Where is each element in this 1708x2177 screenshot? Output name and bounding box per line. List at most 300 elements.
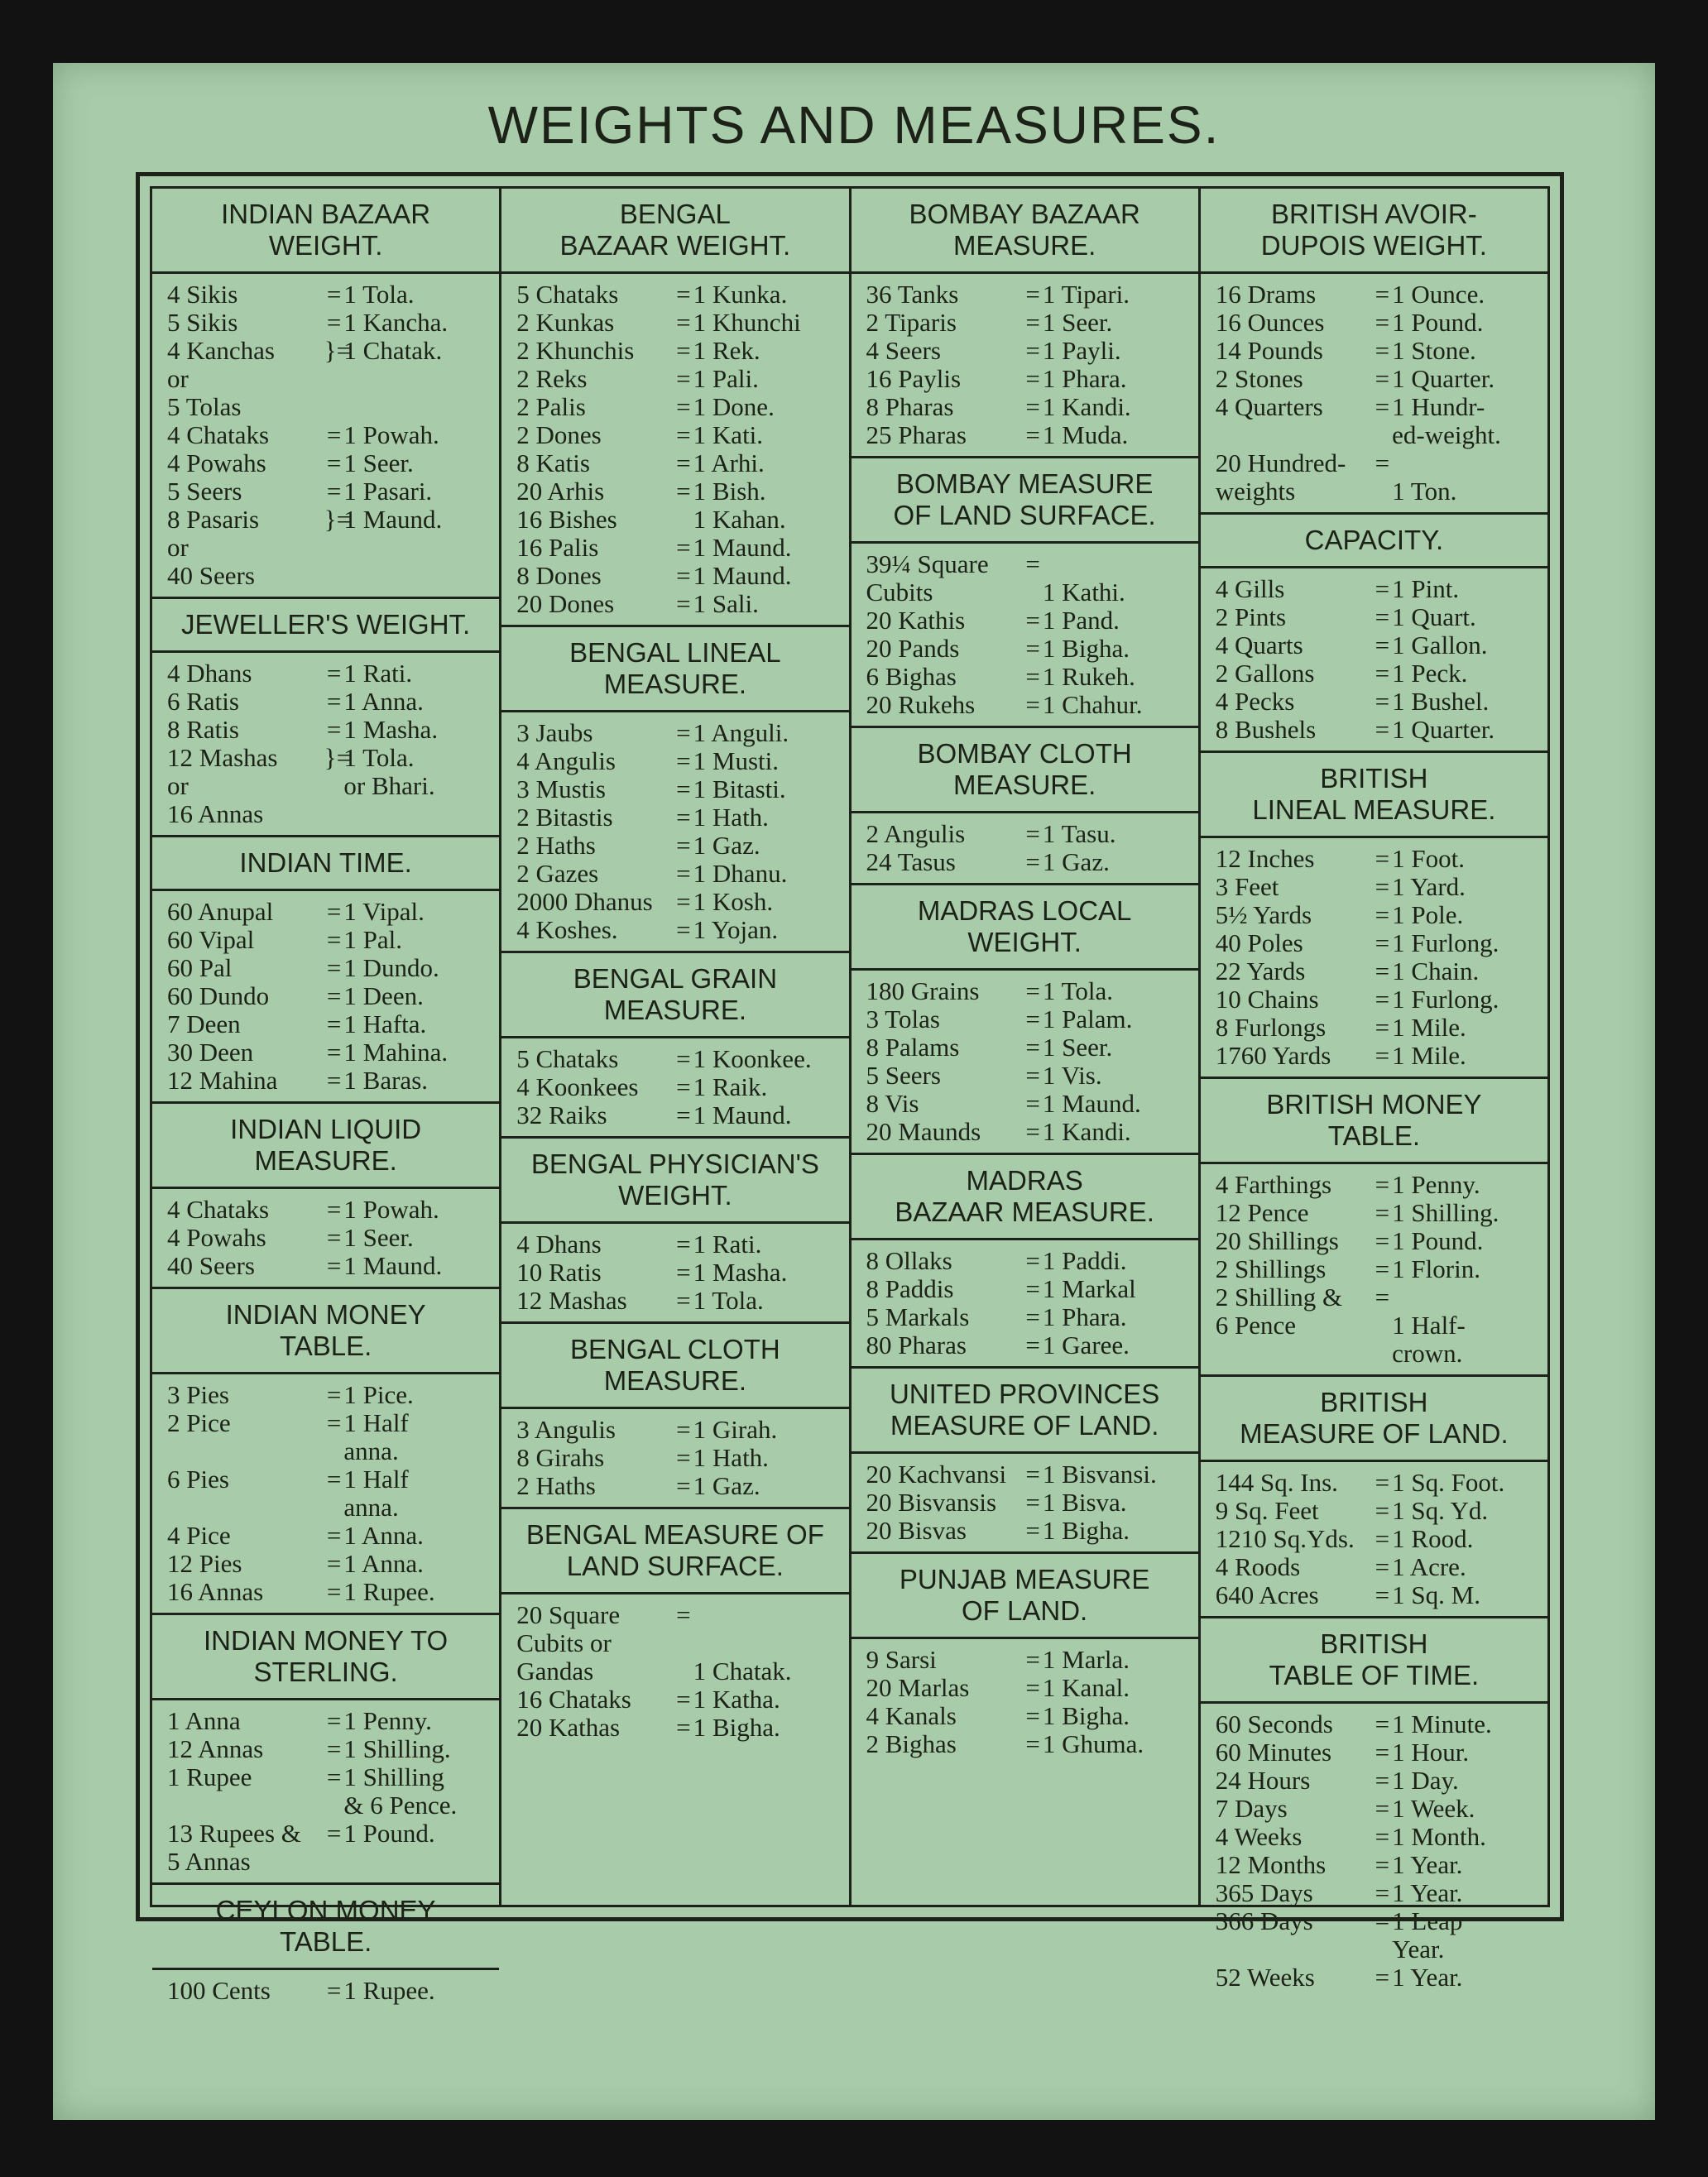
conversion-row bbox=[516, 888, 843, 916]
unit-quantity: 2 Haths bbox=[516, 1471, 596, 1500]
equals-sign: = bbox=[676, 859, 691, 888]
unit-equivalent: 1 Shilling & 6 Pence. bbox=[343, 1762, 458, 1820]
unit-equivalent: 1 Furlong. bbox=[1392, 985, 1499, 1014]
conversion-row bbox=[866, 1062, 1193, 1090]
conversion-row bbox=[516, 337, 843, 365]
conversion-row bbox=[1216, 1469, 1542, 1497]
unit-equivalent: 1 Hath. bbox=[693, 1443, 769, 1472]
unit-quantity: 2000 Dhanus bbox=[516, 887, 653, 916]
conversion-list bbox=[501, 274, 848, 625]
conversion-list bbox=[501, 1409, 848, 1507]
unit-equivalent: 1 Seer. bbox=[1042, 308, 1113, 337]
unit-quantity: 4 Quarts bbox=[1215, 631, 1303, 659]
unit-quantity: 2 Haths bbox=[516, 831, 596, 860]
equals-sign: = bbox=[1375, 1963, 1390, 1992]
conversion-list bbox=[1201, 274, 1547, 512]
equals-sign: = bbox=[676, 1072, 691, 1101]
unit-quantity: 3 Pies bbox=[167, 1380, 229, 1409]
equals-sign: = bbox=[1025, 1516, 1040, 1545]
unit-quantity: 2 Khunchis bbox=[516, 336, 635, 365]
conversion-list bbox=[852, 813, 1198, 883]
conversion-row bbox=[1216, 1283, 1542, 1368]
conversion-row bbox=[167, 1977, 494, 2005]
unit-quantity: 24 Hours bbox=[1215, 1766, 1311, 1795]
unit-quantity: 144 Sq. Ins. bbox=[1215, 1468, 1338, 1497]
section-heading: CAPACITY. bbox=[1201, 515, 1547, 568]
unit-quantity: 3 Tolas bbox=[866, 1005, 940, 1033]
unit-quantity: 40 Poles bbox=[1215, 928, 1303, 957]
equals-sign bbox=[674, 506, 693, 534]
unit-quantity: 3 Feet bbox=[1215, 872, 1279, 901]
unit-equivalent: 1 Bigha. bbox=[693, 1713, 780, 1742]
conversion-row bbox=[516, 719, 843, 747]
table-frame bbox=[136, 172, 1564, 2005]
conversion-list bbox=[1201, 568, 1547, 750]
equals-sign: = bbox=[1025, 1302, 1040, 1331]
unit-quantity: 2 Pice bbox=[167, 1408, 231, 1437]
unit-quantity: 8 Paddis bbox=[866, 1274, 954, 1303]
conversion-list bbox=[501, 1038, 848, 1136]
equals-sign: = bbox=[326, 1976, 342, 2005]
unit-quantity: 20 Bisvas bbox=[866, 1516, 967, 1545]
equals-sign: = bbox=[326, 280, 342, 309]
conversion-row bbox=[866, 607, 1193, 635]
unit-equivalent: 1 Florin. bbox=[1392, 1254, 1480, 1283]
unit-quantity: 6 Pies bbox=[167, 1465, 229, 1494]
unit-equivalent: 1 Phara. bbox=[1042, 1302, 1127, 1331]
conversion-row bbox=[1216, 631, 1542, 659]
unit-equivalent: 1 Hath. bbox=[693, 803, 769, 832]
equals-sign: = bbox=[1025, 1729, 1040, 1758]
unit-equivalent: 1 Chatak. bbox=[693, 1657, 792, 1685]
equals-sign: = bbox=[1375, 1822, 1390, 1851]
conversion-row bbox=[866, 1247, 1193, 1275]
unit-quantity: 4 Seers bbox=[866, 336, 941, 365]
unit-equivalent: 1 Tola. bbox=[343, 280, 415, 309]
conversion-list bbox=[852, 971, 1198, 1153]
conversion-row bbox=[866, 1489, 1193, 1517]
equals-sign: = bbox=[676, 887, 691, 916]
conversion-list bbox=[1201, 1704, 1547, 1998]
measure-section bbox=[152, 189, 499, 597]
conversion-row bbox=[1216, 1042, 1542, 1070]
conversion-row bbox=[516, 1073, 843, 1101]
equals-sign: = bbox=[1375, 1850, 1390, 1879]
equals-sign: = bbox=[1375, 687, 1390, 716]
conversion-row bbox=[516, 449, 843, 477]
equals-sign: = bbox=[676, 746, 691, 775]
measure-section bbox=[152, 835, 499, 1101]
unit-quantity: 4 Farthings bbox=[1215, 1170, 1332, 1199]
unit-equivalent: 1 Paddi. bbox=[1042, 1246, 1127, 1275]
equals-sign: = bbox=[1375, 715, 1390, 744]
unit-equivalent: 1 Rood. bbox=[1392, 1524, 1474, 1553]
unit-equivalent: 1 Shilling. bbox=[1392, 1198, 1499, 1227]
conversion-row bbox=[1216, 985, 1542, 1014]
unit-quantity: 30 Deen bbox=[167, 1038, 254, 1067]
equals-sign: = bbox=[676, 420, 691, 449]
unit-quantity: 6 Ratis bbox=[167, 687, 239, 716]
unit-quantity: 14 Pounds bbox=[1215, 336, 1323, 365]
conversion-row bbox=[1216, 309, 1542, 337]
conversion-row bbox=[866, 1702, 1193, 1730]
equals-sign: = bbox=[676, 392, 691, 421]
unit-quantity: 60 Vipal bbox=[167, 925, 255, 954]
conversion-row bbox=[866, 820, 1193, 848]
equals-sign: = bbox=[326, 420, 342, 449]
unit-quantity: 365 Days bbox=[1215, 1878, 1313, 1907]
conversion-row bbox=[866, 1730, 1193, 1758]
equals-sign: = bbox=[1025, 1005, 1040, 1033]
conversion-list bbox=[852, 1639, 1198, 1765]
unit-equivalent: 1 Powah. bbox=[343, 1195, 439, 1224]
measure-section bbox=[1201, 512, 1547, 750]
unit-quantity: 2 Bighas bbox=[866, 1729, 957, 1758]
unit-equivalent: 1 Girah. bbox=[693, 1415, 778, 1444]
conversion-row bbox=[516, 309, 843, 337]
unit-quantity: 2 Bitastis bbox=[516, 803, 613, 832]
conversion-list bbox=[501, 1224, 848, 1321]
equals-sign: = bbox=[676, 533, 691, 562]
conversion-row bbox=[167, 744, 494, 828]
unit-equivalent: 1 Half anna. bbox=[343, 1408, 409, 1465]
equals-sign: = bbox=[1375, 280, 1390, 309]
measure-section bbox=[852, 883, 1198, 1153]
conversion-row bbox=[1216, 1199, 1542, 1227]
conversion-row bbox=[516, 534, 843, 562]
conversion-row bbox=[516, 1444, 843, 1472]
unit-quantity: 8 Pharas bbox=[866, 392, 954, 421]
unit-equivalent: 1 Ounce. bbox=[1392, 280, 1485, 309]
conversion-row bbox=[167, 1465, 494, 1522]
unit-equivalent: 1 Rek. bbox=[693, 336, 760, 365]
unit-equivalent: 1 Bish. bbox=[693, 477, 766, 506]
unit-quantity: 8 Katis bbox=[516, 448, 590, 477]
equals-sign: = bbox=[1025, 1460, 1040, 1489]
unit-equivalent: 1 Palam. bbox=[1042, 1005, 1133, 1033]
section-heading: BENGAL PHYSICIAN'S WEIGHT. bbox=[501, 1139, 848, 1224]
unit-quantity: 4 Koshes. bbox=[516, 915, 618, 944]
table-column bbox=[1201, 189, 1547, 1992]
equals-sign: = bbox=[1025, 1274, 1040, 1303]
conversion-row bbox=[516, 860, 843, 888]
unit-equivalent: 1 Kancha. bbox=[343, 308, 449, 337]
equals-sign: = bbox=[1375, 1496, 1390, 1525]
equals-sign: = bbox=[1025, 1645, 1040, 1674]
unit-equivalent: 1 Masha. bbox=[343, 715, 439, 744]
unit-equivalent: 1 Foot. bbox=[1392, 844, 1466, 873]
equals-sign: = bbox=[1375, 1170, 1390, 1199]
unit-equivalent: 1 Rukeh. bbox=[1042, 662, 1135, 691]
equals-sign: = bbox=[1375, 1283, 1390, 1311]
conversion-row bbox=[1216, 1964, 1542, 1992]
equals-sign: = bbox=[1025, 308, 1040, 337]
unit-quantity: 2 Gazes bbox=[516, 859, 599, 888]
equals-sign: = bbox=[676, 1286, 691, 1315]
conversion-row bbox=[516, 590, 843, 618]
equals-sign: = bbox=[1375, 1254, 1390, 1283]
equals-sign: = bbox=[676, 561, 691, 590]
conversion-row bbox=[1216, 1227, 1542, 1255]
unit-equivalent: 1 Pole. bbox=[1392, 900, 1464, 929]
section-heading: BRITISH MONEY TABLE. bbox=[1201, 1079, 1547, 1164]
unit-quantity: 20 Kathis bbox=[866, 606, 966, 635]
unit-equivalent: 1 Vipal. bbox=[343, 897, 425, 926]
unit-quantity: 3 Mustis bbox=[516, 774, 606, 803]
unit-equivalent: 1 Baras. bbox=[343, 1066, 429, 1095]
unit-quantity: 20 Arhis bbox=[516, 477, 605, 506]
table-column bbox=[852, 189, 1201, 1905]
conversion-row bbox=[866, 393, 1193, 421]
equals-sign: = bbox=[1025, 976, 1040, 1005]
unit-quantity: 5½ Yards bbox=[1215, 900, 1312, 929]
equals-sign: = bbox=[326, 1223, 342, 1252]
equals-sign: = bbox=[1025, 1089, 1040, 1118]
unit-quantity: 7 Days bbox=[1215, 1794, 1288, 1823]
equals-sign: = bbox=[676, 1044, 691, 1073]
equals-sign: = bbox=[1375, 1013, 1390, 1042]
unit-equivalent: 1 Bigha. bbox=[1042, 1516, 1130, 1545]
equals-sign: = bbox=[1025, 634, 1040, 663]
unit-equivalent: 1 Week. bbox=[1392, 1794, 1475, 1823]
unit-quantity: 22 Yards bbox=[1215, 957, 1306, 985]
unit-quantity: 52 Weeks bbox=[1215, 1963, 1315, 1992]
unit-quantity: 20 Shillings bbox=[1215, 1226, 1339, 1255]
conversion-row bbox=[866, 550, 1193, 607]
unit-quantity: 20 Dones bbox=[516, 589, 615, 618]
unit-quantity: 36 Tanks bbox=[866, 280, 959, 309]
unit-equivalent: 1 Maund. bbox=[693, 533, 792, 562]
unit-equivalent: 1 Koonkee. bbox=[693, 1044, 812, 1073]
conversion-row bbox=[866, 1674, 1193, 1702]
unit-quantity: 5 Seers bbox=[167, 477, 242, 506]
unit-equivalent: 1 Maund. bbox=[343, 1251, 443, 1280]
unit-quantity: 39¼ Square Cubits bbox=[866, 549, 989, 607]
conversion-row bbox=[1216, 1553, 1542, 1581]
unit-equivalent: 1 Sq. Foot. bbox=[1392, 1468, 1505, 1497]
unit-quantity: 80 Pharas bbox=[866, 1331, 967, 1359]
unit-quantity: 4 Weeks bbox=[1215, 1822, 1303, 1851]
unit-quantity: 4 Quarters bbox=[1215, 392, 1323, 421]
unit-equivalent: 1 Shilling. bbox=[343, 1734, 451, 1763]
unit-equivalent: 1 Pali. bbox=[693, 364, 759, 393]
equals-sign: = bbox=[326, 308, 342, 337]
conversion-list bbox=[152, 653, 499, 835]
unit-equivalent: 1 Rati. bbox=[693, 1230, 762, 1259]
measure-section bbox=[852, 726, 1198, 883]
equals-sign: = bbox=[326, 1380, 342, 1409]
section-heading: PUNJAB MEASURE OF LAND. bbox=[852, 1554, 1198, 1639]
unit-quantity: 9 Sarsi bbox=[866, 1645, 937, 1674]
section-heading: BENGAL BAZAAR WEIGHT. bbox=[501, 189, 848, 274]
conversion-list bbox=[152, 1374, 499, 1613]
equals-sign: = bbox=[676, 1415, 691, 1444]
unit-equivalent: 1 Mile. bbox=[1392, 1013, 1466, 1042]
unit-equivalent: 1 Kandi. bbox=[1042, 392, 1131, 421]
equals-sign: = bbox=[326, 1465, 342, 1494]
unit-equivalent: 1 Sq. M. bbox=[1392, 1580, 1480, 1609]
conversion-row bbox=[1216, 688, 1542, 716]
section-heading: BENGAL CLOTH MEASURE. bbox=[501, 1324, 848, 1409]
unit-equivalent: 1 Pint. bbox=[1392, 574, 1460, 603]
measure-section bbox=[152, 597, 499, 835]
equals-sign: = bbox=[676, 915, 691, 944]
unit-quantity: 4 Gills bbox=[1215, 574, 1285, 603]
conversion-row bbox=[1216, 1710, 1542, 1738]
unit-equivalent: 1 Bisva. bbox=[1042, 1488, 1127, 1517]
unit-quantity: 8 Girahs bbox=[516, 1443, 605, 1472]
section-heading: MADRAS LOCAL WEIGHT. bbox=[852, 885, 1198, 971]
unit-equivalent: 1 Payli. bbox=[1042, 336, 1121, 365]
conversion-row bbox=[516, 365, 843, 393]
equals-sign: = bbox=[676, 1471, 691, 1500]
conversion-row bbox=[516, 1230, 843, 1259]
unit-equivalent: 1 Hafta. bbox=[343, 1009, 427, 1038]
equals-sign: = bbox=[1375, 1580, 1390, 1609]
unit-quantity: 20 Hundred- weights bbox=[1215, 448, 1346, 506]
conversion-row bbox=[167, 1735, 494, 1763]
unit-quantity: 8 Furlongs bbox=[1215, 1013, 1327, 1042]
equals-sign: = bbox=[326, 1408, 342, 1437]
conversion-row bbox=[866, 1460, 1193, 1489]
unit-equivalent: 1 Gaz. bbox=[693, 1471, 760, 1500]
conversion-row bbox=[1216, 659, 1542, 688]
unit-quantity: 60 Dundo bbox=[167, 981, 270, 1010]
conversion-row bbox=[167, 659, 494, 688]
equals-sign: = bbox=[1025, 662, 1040, 691]
unit-equivalent: 1 Minute. bbox=[1392, 1709, 1492, 1738]
conversion-row bbox=[167, 1196, 494, 1224]
equals-sign: }= bbox=[324, 336, 352, 365]
unit-quantity: 4 Dhans bbox=[516, 1230, 602, 1259]
conversion-list bbox=[152, 891, 499, 1101]
conversion-row bbox=[1216, 901, 1542, 929]
equals-sign: = bbox=[676, 336, 691, 365]
conversion-row bbox=[866, 1118, 1193, 1146]
equals-sign: = bbox=[1375, 448, 1390, 477]
equals-sign: = bbox=[326, 1066, 342, 1095]
conversion-row bbox=[866, 421, 1193, 449]
measure-section bbox=[1201, 189, 1547, 512]
unit-quantity: 20 Kachvansi bbox=[866, 1460, 1007, 1489]
table-column bbox=[501, 189, 851, 1905]
conversion-row bbox=[866, 365, 1193, 393]
equals-sign: = bbox=[1025, 336, 1040, 365]
measure-section bbox=[852, 1153, 1198, 1366]
unit-quantity: 4 Pecks bbox=[1215, 687, 1295, 716]
equals-sign: = bbox=[1375, 336, 1390, 365]
unit-equivalent: 1 Raik. bbox=[693, 1072, 768, 1101]
unit-equivalent: 1 Tola. bbox=[1042, 976, 1114, 1005]
conversion-row bbox=[167, 1067, 494, 1095]
unit-quantity: 2 Pints bbox=[1215, 602, 1287, 631]
conversion-row bbox=[167, 309, 494, 337]
conversion-row bbox=[516, 281, 843, 309]
unit-equivalent: 1 Anna. bbox=[343, 1549, 424, 1578]
measure-section bbox=[1201, 1616, 1547, 1998]
unit-equivalent: 1 Stone. bbox=[1392, 336, 1476, 365]
conversion-row bbox=[866, 1646, 1193, 1674]
unit-quantity: 5 Chataks bbox=[516, 1044, 619, 1073]
unit-quantity: 10 Ratis bbox=[516, 1258, 602, 1287]
measure-section bbox=[501, 951, 848, 1136]
equals-sign: = bbox=[1025, 606, 1040, 635]
unit-equivalent: 1 Pound. bbox=[1392, 308, 1484, 337]
section-heading: INDIAN TIME. bbox=[152, 837, 499, 891]
unit-quantity: 24 Tasus bbox=[866, 847, 956, 876]
measure-section bbox=[852, 1551, 1198, 1905]
equals-sign: = bbox=[1025, 420, 1040, 449]
conversion-row bbox=[1216, 873, 1542, 901]
unit-quantity: 20 Marlas bbox=[866, 1673, 970, 1702]
unit-quantity: 8 Bushels bbox=[1215, 715, 1317, 744]
conversion-row bbox=[1216, 1851, 1542, 1879]
unit-equivalent: 1 Yojan. bbox=[693, 915, 779, 944]
unit-equivalent: 1 Deen. bbox=[343, 981, 424, 1010]
equals-sign: = bbox=[1375, 900, 1390, 929]
unit-quantity: 25 Pharas bbox=[866, 420, 967, 449]
unit-quantity: 2 Tiparis bbox=[866, 308, 957, 337]
equals-sign: = bbox=[326, 1521, 342, 1550]
unit-equivalent: 1 Khunchi bbox=[693, 308, 801, 337]
conversion-row bbox=[167, 1010, 494, 1038]
unit-equivalent: 1 Markal bbox=[1042, 1274, 1136, 1303]
equals-sign: = bbox=[1375, 1041, 1390, 1070]
section-heading: INDIAN MONEY TABLE. bbox=[152, 1289, 499, 1374]
unit-equivalent: 1 Bitasti. bbox=[693, 774, 786, 803]
measure-section bbox=[501, 189, 848, 625]
unit-quantity: 12 Inches bbox=[1215, 844, 1315, 873]
conversion-row bbox=[516, 477, 843, 506]
unit-equivalent: 1 Kunka. bbox=[693, 280, 788, 309]
equals-sign: = bbox=[326, 1549, 342, 1578]
equals-sign: = bbox=[1375, 1226, 1390, 1255]
unit-quantity: 2 Shillings bbox=[1215, 1254, 1327, 1283]
unit-equivalent: 1 Done. bbox=[693, 392, 775, 421]
unit-equivalent: 1 Maund. bbox=[343, 505, 443, 534]
conversion-row bbox=[167, 1522, 494, 1550]
conversion-row bbox=[1216, 716, 1542, 744]
unit-equivalent: 1 Sali. bbox=[693, 589, 759, 618]
measure-section bbox=[152, 1882, 499, 2012]
equals-sign: = bbox=[1375, 1766, 1390, 1795]
measure-section bbox=[1201, 750, 1547, 1077]
unit-equivalent: 1 Furlong. bbox=[1392, 928, 1499, 957]
equals-sign: = bbox=[1375, 659, 1390, 688]
conversion-row bbox=[167, 1224, 494, 1252]
equals-sign: = bbox=[326, 981, 342, 1010]
unit-quantity: 1 Anna bbox=[167, 1706, 241, 1735]
section-heading: CEYLON MONEY TABLE. bbox=[152, 1885, 499, 1970]
conversion-row bbox=[167, 1707, 494, 1735]
conversion-row bbox=[866, 1033, 1193, 1062]
equals-sign: = bbox=[1025, 1033, 1040, 1062]
unit-quantity: 5 Chataks bbox=[516, 280, 619, 309]
conversion-list bbox=[152, 1189, 499, 1287]
section-heading: BOMBAY BAZAAR MEASURE. bbox=[852, 189, 1198, 274]
unit-quantity: 7 Deen bbox=[167, 1009, 241, 1038]
conversion-list bbox=[852, 1454, 1198, 1551]
section-heading: INDIAN MONEY TO STERLING. bbox=[152, 1615, 499, 1700]
unit-quantity: 16 Annas bbox=[167, 1577, 264, 1606]
unit-quantity: 5 Sikis bbox=[167, 308, 238, 337]
conversion-row bbox=[516, 832, 843, 860]
conversion-row bbox=[516, 1045, 843, 1073]
section-heading: BOMBAY CLOTH MEASURE. bbox=[852, 728, 1198, 813]
unit-quantity: 4 Pice bbox=[167, 1521, 231, 1550]
unit-equivalent: 1 Mile. bbox=[1392, 1041, 1466, 1070]
conversion-list bbox=[152, 1700, 499, 1882]
